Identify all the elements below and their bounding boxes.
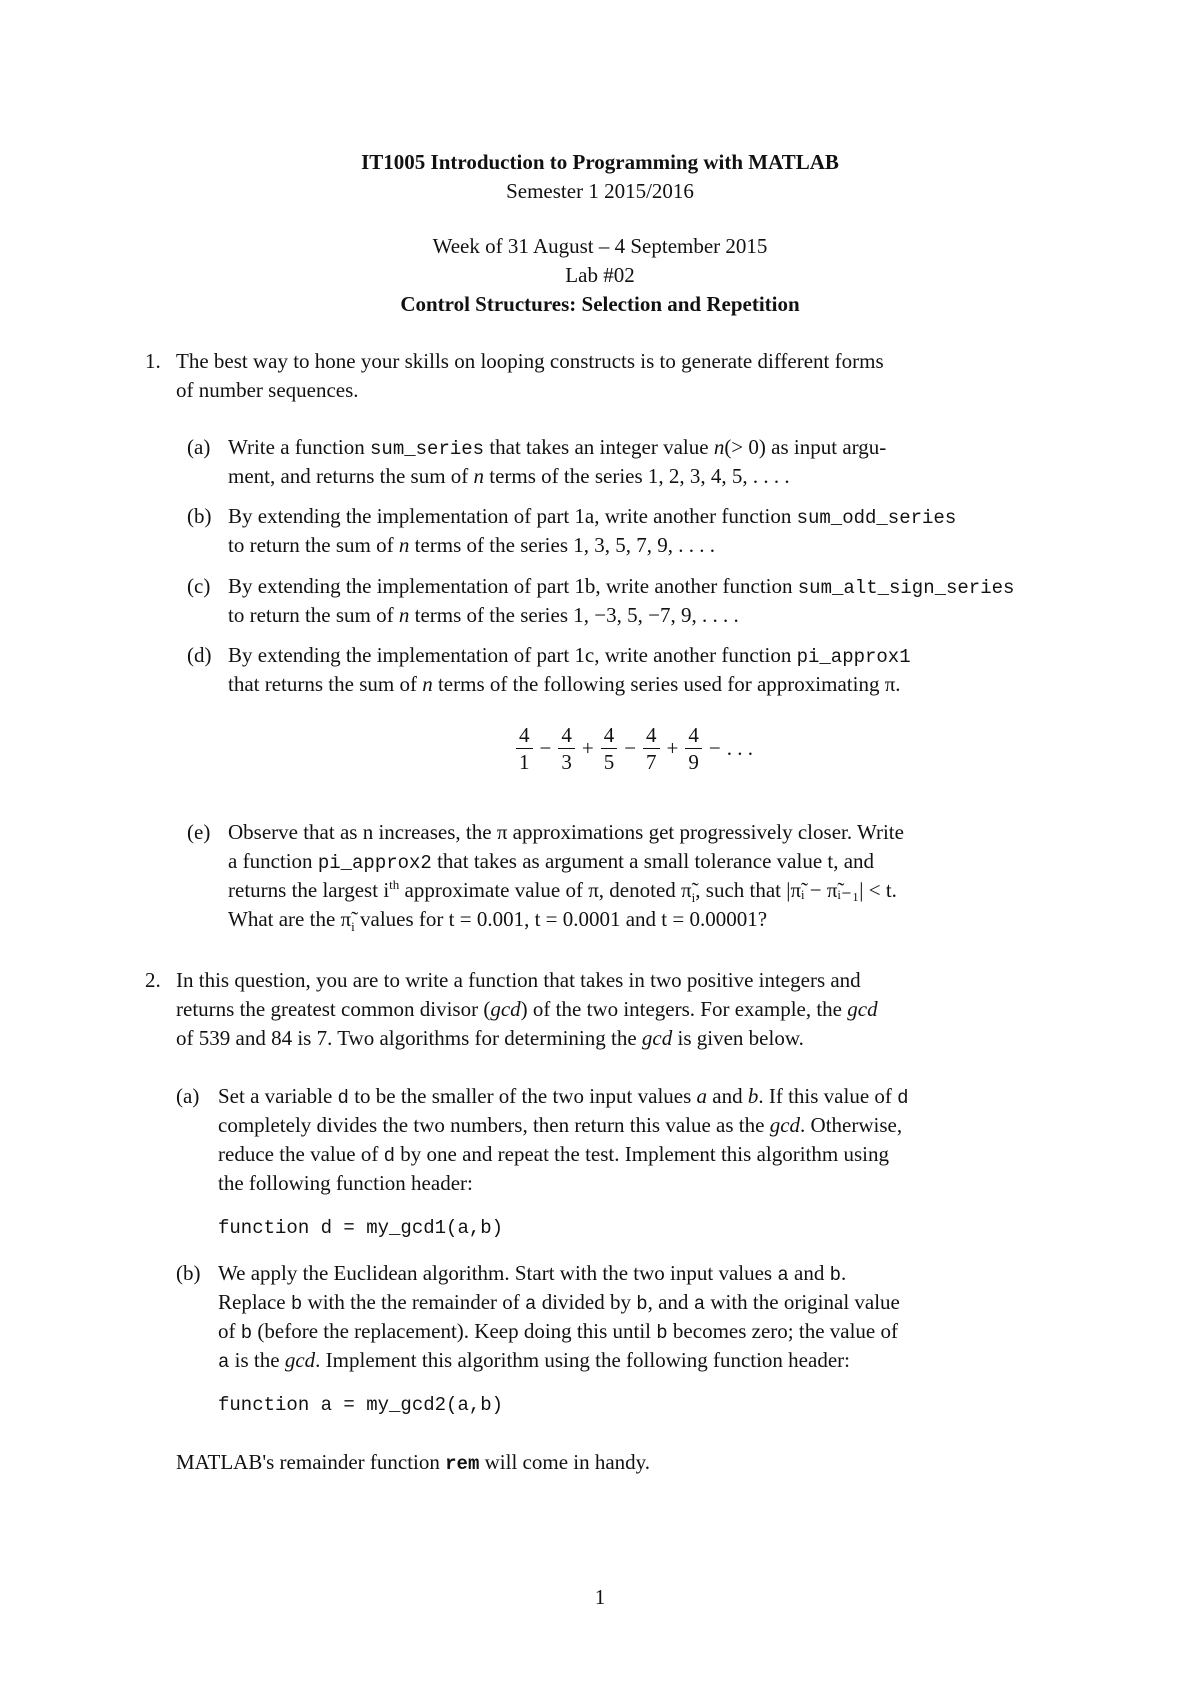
q2a-label: (a) bbox=[176, 1084, 200, 1108]
q2b-line2: Replace b with the the remainder of a divided by b, and a with the original value bbox=[218, 1290, 900, 1315]
series-op-4: + bbox=[666, 736, 679, 760]
q1e-label: (e) bbox=[187, 820, 211, 844]
pi-series-formula bbox=[512, 722, 756, 775]
q2-intro-line2: returns the greatest common divisor (gcd) of the two integers. For example, the gcd bbox=[176, 997, 878, 1021]
q1b-label: (b) bbox=[187, 504, 212, 528]
q2-number: 2. bbox=[145, 968, 161, 992]
series-term-1: $\frac{4}{1}$ bbox=[516, 722, 533, 775]
q1d-label: (d) bbox=[187, 643, 212, 667]
series-term-2: $\frac{4}{3}$ bbox=[558, 722, 575, 775]
q1-intro-line1: The best way to hone your skills on looping constructs is to generate different forms bbox=[176, 349, 884, 373]
q1-number: 1. bbox=[145, 349, 161, 373]
q1e-line4: What are the $\pĩ_i$ values for t = 0.001, t = 0.0001 and t = 0.00001? bbox=[228, 907, 768, 935]
q2-intro-line3: of 539 and 84 is 7. Two algorithms for determining the gcd is given below. bbox=[176, 1026, 804, 1050]
q2b-line3: of b (before the replacement). Keep doing this until b becomes zero; the value of bbox=[218, 1319, 898, 1344]
q1d-line1: By extending the implementation of part 1c, write another function pi_approx1 bbox=[228, 643, 911, 668]
q1d-line2: that returns the sum of n terms of the following series used for approximating π. bbox=[228, 672, 901, 696]
q2a-line1: Set a variable d to be the smaller of the two input values a and b. If this value of d bbox=[218, 1084, 909, 1109]
q2b-line4: a is the gcd. Implement this algorithm using the following function header: bbox=[218, 1348, 850, 1373]
q2b-function-header: function a = my_gcd2(a,b) bbox=[218, 1394, 504, 1416]
q1-intro-line2: of number sequences. bbox=[176, 378, 359, 402]
series-op-3: − bbox=[624, 736, 637, 760]
page-number: 1 bbox=[594, 1585, 606, 1609]
q1a-line1: Write a function sum_series that takes an integer value n(> 0) as input argu- bbox=[228, 435, 887, 460]
series-term-5: $\frac{4}{9}$ bbox=[685, 722, 702, 775]
q1c-line1: By extending the implementation of part 1b, write another function sum_alt_sign_series bbox=[228, 574, 1015, 599]
q2-closing-note: MATLAB's remainder function rem will come in handy. bbox=[176, 1450, 651, 1475]
q1b-line2: to return the sum of n terms of the series 1, 3, 5, 7, 9, . . . . bbox=[228, 533, 716, 557]
q1c-line2: to return the sum of n terms of the series 1, −3, 5, −7, 9, . . . . bbox=[228, 603, 739, 627]
week-line: Week of 31 August – 4 September 2015 bbox=[432, 234, 768, 258]
semester: Semester 1 2015/2016 bbox=[506, 179, 694, 203]
lab-number: Lab #02 bbox=[565, 263, 635, 287]
q2a-line4: the following function header: bbox=[218, 1171, 473, 1195]
q1b-line1: By extending the implementation of part 1a, write another function sum_odd_series bbox=[228, 504, 957, 529]
q2-intro-line1: In this question, you are to write a function that takes in two positive integers and bbox=[176, 968, 861, 992]
q2b-line1: We apply the Euclidean algorithm. Start with the two input values a and b. bbox=[218, 1261, 847, 1286]
q1e-line3: returns the largest $i^{th}$ approximate value of π, denoted $\pĩ_i$, such that |π̃ᵢ − π̃ᵢ₋₁| < t. bbox=[228, 877, 897, 906]
course-title: IT1005 Introduction to Programming with MATLAB bbox=[361, 150, 839, 174]
series-term-4: $\frac{4}{7}$ bbox=[643, 722, 660, 775]
series-op-1: − bbox=[539, 736, 552, 760]
q1e-line1: Observe that as n increases, the π approximations get progressively closer. Write bbox=[228, 820, 904, 844]
q2a-function-header: function d = my_gcd1(a,b) bbox=[218, 1217, 504, 1239]
q2a-line3: reduce the value of d by one and repeat the test. Implement this algorithm using bbox=[218, 1142, 889, 1167]
series-term-3: $\frac{4}{5}$ bbox=[601, 722, 618, 775]
lab-topic: Control Structures: Selection and Repetition bbox=[400, 292, 800, 316]
q1a-line2: ment, and returns the sum of n terms of the series 1, 2, 3, 4, 5, . . . . bbox=[228, 464, 790, 488]
q2a-line2: completely divides the two numbers, then return this value as the gcd. Otherwise, bbox=[218, 1113, 903, 1137]
q1a-label: (a) bbox=[187, 435, 211, 459]
q2b-label: (b) bbox=[176, 1261, 201, 1285]
q1e-line2: a function pi_approx2 that takes as argument a small tolerance value t, and bbox=[228, 849, 875, 874]
series-op-5: − bbox=[708, 736, 721, 760]
series-ellipsis: . . . bbox=[726, 736, 753, 760]
series-op-2: + bbox=[581, 736, 594, 760]
q1c-label: (c) bbox=[187, 574, 211, 598]
